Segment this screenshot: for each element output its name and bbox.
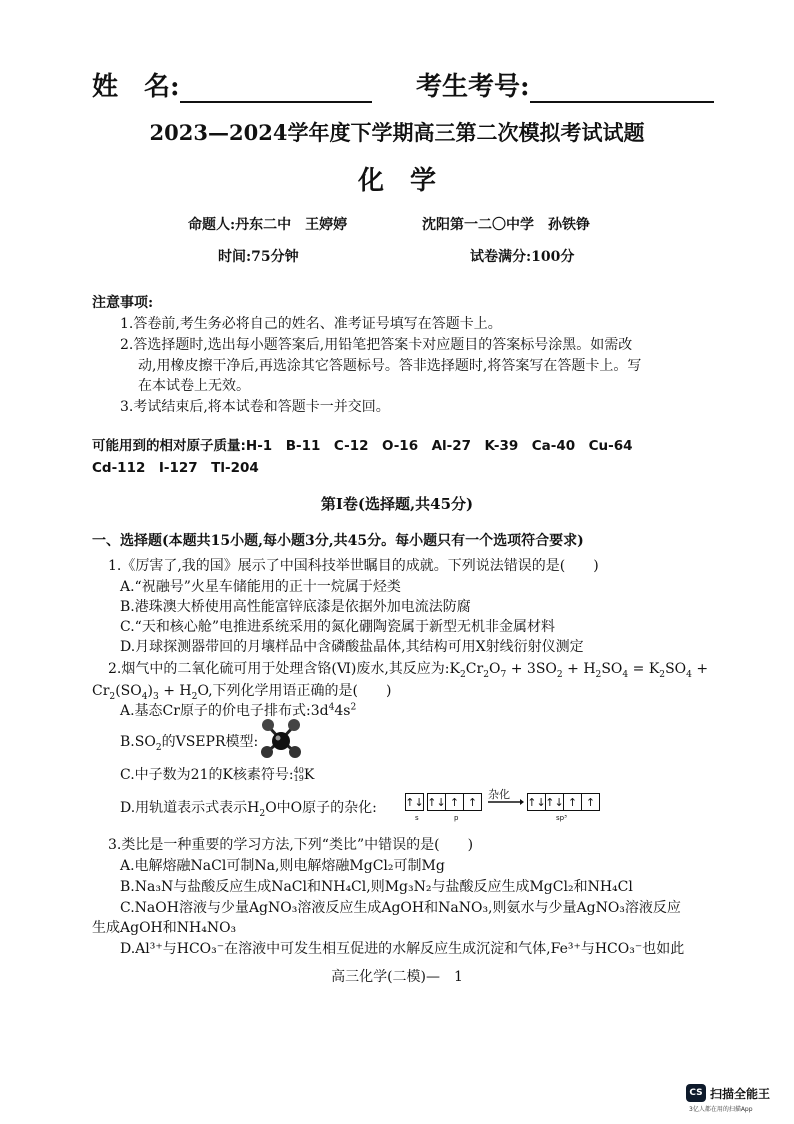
question-2-option-d: D.用轨道表示式表示$H_2O$中O原子的杂化: [120, 800, 377, 819]
hybridization-arrow-label: 杂化 [488, 788, 510, 801]
question-2-option-d-suffix: O中O原子的杂化: [265, 800, 377, 816]
question-2-option-c-text: C.中子数为21的K核素符号: [120, 767, 294, 783]
orbital-box: ↑↓ [405, 793, 424, 811]
reaction-equation-part-2: $Cr_2(SO_4)_3 + H_2O$ [92, 683, 209, 702]
question-2-option-a-text: A.基态Cr原子的价电子排布式: [120, 703, 311, 719]
question-2-stem-continued [92, 680, 391, 702]
notes-item: 1.答卷前,考生务必将自己的姓名、准考证号填写在答题卡上。 [120, 316, 502, 332]
question-1-stem: 1.《厉害了,我的国》展示了中国科技举世瞩目的成就。下列说法错误的是( ) [108, 558, 599, 574]
question-2-option-d-text: D.用轨道表示式表示H [120, 800, 260, 816]
orbital-box: ↑ [563, 793, 582, 811]
question-3-option-c: C.NaOH溶液与少量AgNO₃溶液反应生成AgOH和NaNO₃,则氨水与少量AgNO₃溶液反应 [120, 900, 681, 916]
exam-title: 2023—2024学年度下学期高三第二次模拟考试试题 [149, 120, 645, 145]
orbital-box: ↑↓ [527, 793, 546, 811]
orbital-box: ↑↓ [545, 793, 564, 811]
full-score: 试卷满分:100分 [470, 249, 575, 265]
notes-item: 在本试卷上无效。 [138, 378, 250, 394]
name-blank [180, 77, 372, 103]
subject-title: 化 学 [357, 166, 436, 196]
question-1-option-b: B.港珠澳大桥使用高性能富锌底漆是依据外加电流法防腐 [120, 599, 471, 615]
potassium-nuclide-symbol: 40 19K [293, 766, 315, 783]
question-2-option-b-suffix: 的VSEPR模型: [161, 734, 259, 750]
page-footer: 高三化学(二模)— 1 [331, 969, 463, 985]
author-2: 沈阳第一二〇中学 孙铁铮 [422, 217, 590, 233]
name-label: 姓 名: [92, 72, 180, 102]
author-1: 命题人:丹东二中 王婷婷 [188, 217, 348, 233]
scanner-app-name: 扫描全能王 [710, 1087, 771, 1101]
question-1-option-c: C.“天和核心舱”电推进系统采用的氮化硼陶瓷属于新型无机非金属材料 [120, 619, 555, 635]
question-2-stem-tail: ,下列化学用语正确的是( ) [208, 683, 392, 699]
question-2-option-c [120, 764, 314, 784]
cr-valence-configuration: $3d^44s^2$ [310, 702, 357, 719]
exam-number-label: 考生考号: [416, 72, 530, 102]
question-3-stem: 3.类比是一种重要的学习方法,下列“类比”中错误的是( ) [108, 837, 474, 853]
question-2-option-b-text: B.SO [120, 734, 156, 750]
question-2-option-a [120, 700, 356, 720]
exam-time: 时间:75分钟 [218, 249, 299, 265]
orbital-diagram-before [405, 793, 482, 811]
question-2-stem-text: 2.烟气中的二氧化硫可用于处理含铬(Ⅵ)废水,其反应为: [108, 661, 450, 677]
sp3-orbital-label: sp³ [556, 814, 567, 822]
scanner-app-tagline: 3亿人都在用的扫描App [689, 1106, 753, 1113]
orbital-box: ↑ [581, 793, 600, 811]
notes-item: 2.答选择题时,选出每小题答案后,用铅笔把答案卡对应题目的答案标号涂黑。如需改 [120, 337, 633, 353]
question-3-option-a: A.电解熔融NaCl可制Na,则电解熔融MgCl₂可制Mg [120, 858, 445, 874]
question-3-option-c-continued: 生成AgOH和NH₄NO₃ [92, 920, 237, 936]
atomic-masses-line-1: 可能用到的相对原子质量:H-1 B-11 C-12 O-16 Al-27 K-39 Ca-40 Cu-64 [92, 438, 633, 454]
camscanner-logo: CS [686, 1084, 706, 1102]
notes-item: 3.考试结束后,将本试卷和答题卡一并交回。 [120, 399, 390, 415]
question-1-option-a: A.“祝融号”火星车储能用的正十一烷属于烃类 [120, 579, 401, 595]
section-title: 第Ⅰ卷(选择题,共45分) [320, 495, 474, 513]
question-3-option-b: B.Na₃N与盐酸反应生成NaCl和NH₄Cl,则Mg₃N₂与盐酸反应生成MgCl₂和NH₄Cl [120, 879, 633, 895]
atomic-masses-line-2: Cd-112 I-127 Tl-204 [92, 460, 259, 476]
orbital-box: ↑ [463, 793, 482, 811]
notes-item: 动,用橡皮擦干净后,再选涂其它答题标号。答非选择题时,将答案写在答题卡上。写 [138, 358, 642, 374]
reaction-equation-part-1: $K_2Cr_2O_7 + 3SO_2 + H_2SO_4 = K_2SO_4$ + [449, 661, 709, 680]
section-instruction: 一、选择题(本题共15小题,每小题3分,共45分。每小题只有一个选项符合要求) [92, 533, 584, 549]
question-2-option-b: $B.SO_2$的VSEPR模型: [120, 734, 259, 753]
notes-title: 注意事项: [92, 295, 154, 311]
exam-number-field [416, 66, 714, 103]
student-name-field [92, 66, 372, 103]
question-2-stem [108, 658, 708, 680]
orbital-box: ↑ [445, 793, 464, 811]
question-3-option-d: D.Al³⁺与HCO₃⁻在溶液中可发生相互促进的水解反应生成沉淀和气体,Fe³⁺与HCO₃⁻也如此 [120, 941, 685, 957]
orbital-diagram-after [527, 793, 600, 811]
s-orbital-label: s [415, 814, 419, 822]
question-1-option-d: D.月球探测器带回的月壤样品中含磷酸盐晶体,其结构可用X射线衍射仪测定 [120, 639, 584, 655]
exam-number-blank [530, 77, 714, 103]
so2-vsepr-model-icon [258, 716, 304, 760]
orbital-box: ↑↓ [427, 793, 446, 811]
arrow-right-icon [488, 798, 524, 806]
p-orbital-label: p [454, 814, 459, 822]
